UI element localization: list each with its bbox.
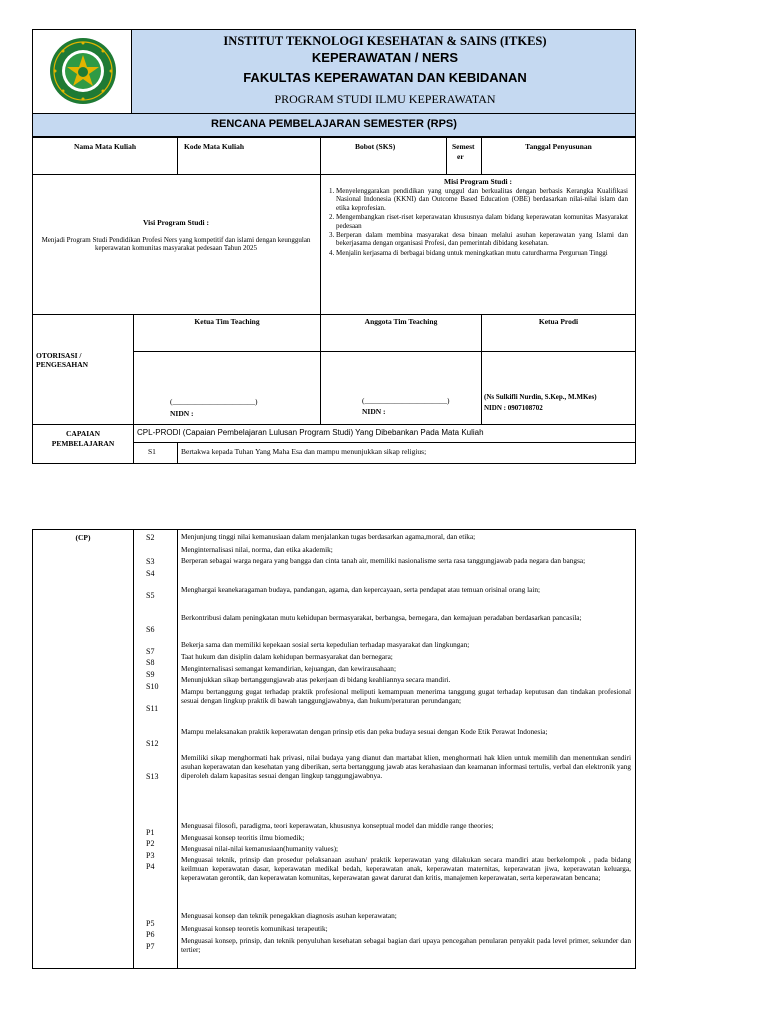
- capaian-label: CAPAIAN: [65, 429, 101, 438]
- cp-code: S4: [146, 569, 155, 578]
- misi-item: 3. Berperan dalam membina masyarakat desa binaan melalui asuhan keperawatan yang Islami dan bekerjasama dengan organisasi Profesi, dan pemerintah dibidang kesehatan.: [336, 231, 628, 248]
- cp-text: Menginternalisasi nilai, norma, dan etika akademik;: [181, 545, 333, 554]
- ketua-prodi-sign-cell: [481, 351, 636, 425]
- cp-text: Menjunjung tinggi nilai kemanusiaan dalam menjalankan tugas berdasarkan agama,moral, dan etika;: [181, 532, 476, 541]
- cp-text: Berperan sebagai warga negara yang bangga dan cinta tanah air, memiliki nasionalisme serta rasa tanggungjawab pada negara dan bangsa;: [181, 556, 586, 565]
- cp-code: S10: [146, 682, 159, 691]
- s1-code: S1: [148, 447, 156, 456]
- cp-code: P2: [146, 839, 155, 848]
- cp-code: P6: [146, 930, 155, 939]
- cp-code: P5: [146, 919, 155, 928]
- university-seal-icon: [49, 37, 117, 105]
- ketua-tim-nidn: NIDN :: [170, 409, 194, 418]
- misi-list: [322, 187, 628, 258]
- cp-text: Menguasai teknik, prinsip dan prosedur pelaksanaan asuhan/ praktik keperawatan yang dilakukan secara mandiri atau berkelompok , pada bidang keilmuan keperawatan dasar, keperawatan medikal bedah, keperawatan anak, keperawatan maternitas, keperawatan jiwa, keperawatan keluarga, keperawatan gerontik, dan keperawatan komunitas, keperawatan gawat darurat dan kritis, manajemen keperawatan, serta keperawatan bencana;: [181, 855, 631, 882]
- ketua-prodi-nidn: NIDN : 0907108702: [484, 404, 543, 412]
- misi-item: 2. Mengembangkan riset-riset keperawatan khususnya dalam bidang keperawatan komunitas Masyarakat pedesaan: [336, 213, 628, 230]
- cp-label-cell: [32, 529, 134, 969]
- misi-title: Misi Program Studi :: [444, 177, 512, 186]
- cpl-header: CPL-PRODI (Capaian Pembelajaran Lulusan Program Studi) Yang Dibebankan Pada Mata Kuliah: [137, 428, 484, 437]
- program-name: PROGRAM STUDI ILMU KEPERAWATAN: [274, 92, 496, 106]
- faculty-name: FAKULTAS KEPERAWATAN DAN KEBIDANAN: [243, 70, 527, 85]
- anggota-tim-nidn: NIDN :: [362, 407, 386, 416]
- cp-code: S2: [146, 533, 155, 542]
- cp-text: Menguasai konsep dan teknik penegakkan diagnosis asuhan keperawatan;: [181, 911, 397, 920]
- cp-code: S9: [146, 670, 155, 679]
- division-name: KEPERAWATAN / NERS: [311, 50, 459, 65]
- cp-code: S13: [146, 772, 159, 781]
- cp-code: P3: [146, 851, 155, 860]
- anggota-tim-signature-line: (______________________): [362, 396, 450, 405]
- cp-text: Menunjukkan sikap bertanggungjawab atas pekerjaan di bidang keahliannya secara mandiri.: [181, 675, 451, 684]
- visi-title: Visi Program Studi :: [142, 218, 210, 227]
- misi-item: 4. Menjalin kerjasama di berbagai bidang untuk meningkatkan mutu caturdharma Perguruan Tinggi: [336, 249, 628, 257]
- cp-code: P4: [146, 862, 155, 871]
- cp-text: Berkontribusi dalam peningkatan mutu kehidupan bermasyarakat, berbangsa, bernegara, dan kemajuan peradaban berdasarkan pancasila;: [181, 613, 582, 622]
- cp-code: S6: [146, 625, 155, 634]
- cp-code: S11: [146, 704, 159, 713]
- cp-text: Menguasai filosofi, paradigma, teori keperawatan, khususnya konseptual model dan middle range theories;: [181, 821, 494, 830]
- cp-code: S8: [146, 658, 155, 667]
- rps-title: RENCANA PEMBELAJARAN SEMESTER (RPS): [211, 118, 457, 130]
- cp-text: Menguasai konsep teoritis ilmu biomedik;: [181, 833, 305, 842]
- visi-text: Menjadi Program Studi Pendidikan Profesi Ners yang kompetitif dan islami dengan keunggulan keperawatan komunitas masyarakat pedesaan Tahun 2025: [41, 236, 311, 253]
- otorisasi-label: OTORISASI / PENGESAHAN: [36, 351, 89, 369]
- cp-text: Mampu bertanggung gugat terhadap praktik profesional meliputi kemampuan menerima tanggung gugat terhadap keputusan dan tindakan profesional sesuai dengan lingkup praktik di bawah tanggungjawabnya, dan hukum/peraturan perundangan;: [181, 687, 631, 705]
- cp-text: Menghargai keanekaragaman budaya, pandangan, agama, dan kepercayaan, serta pendapat atau temuan orisinal orang lain;: [181, 585, 541, 594]
- cp-text: Memiliki sikap menghormati hak privasi, nilai budaya yang dianut dan martabat klien, menghormati hak klien untuk memilih dan menentukan sendiri asuhan keperawatan dan kesehatan yang diberikan, serta bertanggung jawab atas kerahasiaan dan keamanan informasi tertulis, verbal dan elektronik yang diperoleh dalam kapasitas sesuai dengan lingkup tanggungjawabnya.: [181, 753, 631, 780]
- capaian-label-2: PEMBELAJARAN: [51, 439, 115, 448]
- semester-label: Semest: [452, 142, 475, 151]
- ketua-tim-label: Ketua Tim Teaching: [194, 317, 260, 326]
- cp-code: P7: [146, 942, 155, 951]
- cp-text: Taat hukum dan disiplin dalam kehidupan bermasyarakat dan bernegara;: [181, 652, 393, 661]
- otorisasi-label-cell: [32, 314, 134, 425]
- institute-name: INSTITUT TEKNOLOGI KESEHATAN & SAINS (ITKES): [223, 34, 547, 48]
- ketua-tim-signature-line: (______________________): [170, 397, 258, 406]
- s1-text: Bertakwa kepada Tuhan Yang Maha Esa dan mampu menunjukkan sikap religius;: [181, 447, 427, 456]
- anggota-tim-label: Anggota Tim Teaching: [364, 317, 438, 326]
- cp-label: (CP): [75, 533, 91, 542]
- course-code-label: Kode Mata Kuliah: [184, 142, 245, 151]
- cp-text: Bekerja sama dan memiliki kepekaan sosial serta kepedulian terhadap masyarakat dan lingkungan;: [181, 640, 470, 649]
- cp-code: S12: [146, 739, 159, 748]
- cp-code: P1: [146, 828, 155, 837]
- cp-text: Menguasai konsep, prinsip, dan teknik penyuluhan kesehatan sebagai bagian dari upaya pencegahan penularan penyakit pada level primer, sekunder dan tertier;: [181, 936, 631, 954]
- cp-text: Menginternalisasi semangat kemandirian, kejuangan, dan kewirausahaan;: [181, 664, 396, 673]
- semester-label-2: er: [457, 152, 464, 161]
- credits-label: Bobot (SKS): [355, 142, 396, 151]
- cp-code: S5: [146, 591, 155, 600]
- ketua-prodi-label: Ketua Prodi: [538, 317, 579, 326]
- cp-text: Mampu melaksanakan praktik keperawatan dengan prinsip etis dan peka budaya sesuai dengan Kode Etik Perawat Indonesia;: [181, 727, 548, 736]
- cp-code: S3: [146, 557, 155, 566]
- date-label: Tanggal Penyusunan: [525, 142, 592, 151]
- cp-text-column: [177, 529, 636, 969]
- course-name-label: Nama Mata Kuliah: [73, 142, 137, 151]
- cp-code: S7: [146, 647, 155, 656]
- ketua-prodi-name: (Ns Sulkifli Nurdin, S.Kep., M.MKes): [484, 393, 597, 401]
- cp-text: Menguasai nilai-nilai kemanusiaan(humanity values);: [181, 844, 339, 853]
- misi-item: 1. Menyelenggarakan pendidikan yang unggul dan berkualitas dengan berbasis Kerangka Kualifikasi Nasional Indonesia (KKNI) dan Outcome Based Education (OBE) berdasarkan nilai-nilai islam dan etika keprofesian.: [336, 187, 628, 212]
- cp-text: Menguasai konsep teoretis komunikasi terapeutik;: [181, 924, 328, 933]
